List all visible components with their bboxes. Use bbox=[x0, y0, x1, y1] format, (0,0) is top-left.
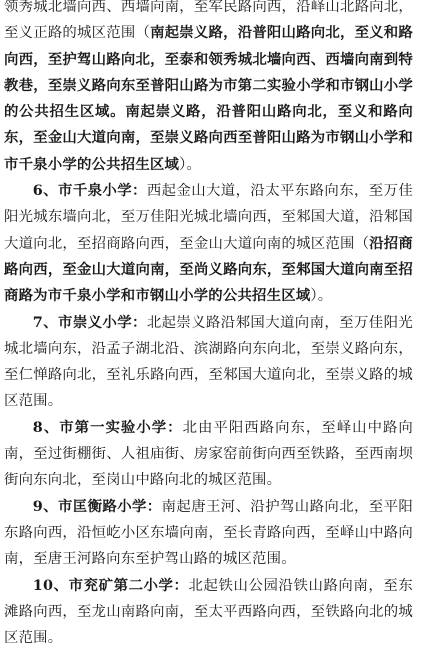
paragraph-school-6 bbox=[4, 178, 413, 309]
paragraph-school-8 bbox=[4, 415, 413, 494]
school-9-text: 南起唐王河、沿护驾山路向北，至平阳东路向西，沿恒屹小区东墙向南，至长青路向西，至峄山中路向南，至唐王河路向东至护驾山路的城区范围。 bbox=[4, 498, 413, 568]
school-9-title: 9、市匡衡路小学： bbox=[32, 497, 162, 515]
school-7-title: 7、市崇义小学： bbox=[32, 313, 147, 331]
paragraph-school-10 bbox=[4, 573, 413, 651]
school-6-bold-text: 沿招商路向西，至金山大道向南，至尚义路向东，至邾国大道向南至招商路为市千泉小学和市钢山小学的公共招生区域 bbox=[4, 234, 413, 305]
school-10-text: 北起铁山公园沿铁山路向南，至东滩路向西，至龙山南路向南，至太平西路向西，至铁路向北的城区范围。 bbox=[4, 577, 413, 647]
school-7-text: 北起崇义路沿邾国大道向南，至万佳阳光城北墙向东，沿孟子湖北沿、滨湖路向东向北，至崇义路向东，至仁惮路向北，至礼乐路向西，至邾国大道向北，至崇义路的城区范围。 bbox=[4, 314, 413, 410]
school-10-title: 10、市兖矿第二小学： bbox=[32, 576, 189, 594]
paragraph-1-text-2: ）。 bbox=[179, 156, 202, 173]
paragraph-1-bold-text: 南起崇义路，沿普阳山路向北，至义和路向西，至护驾山路向北，至泰和领秀城北墙向西、西墙向南到特教巷，至崇义路向东至普阳山路为市第二实验小学和市钢山小学的公共招生区域。南起崇义路，沿普阳山路向北，至义和路向东，至金山大道向南，至崇义路向西至普阳山路为市钢山小学和市千泉小学的公共招生区域 bbox=[4, 24, 413, 173]
school-6-title: 6、市千泉小学： bbox=[32, 182, 147, 200]
school-6-text-1: 西起金山大道，沿太平东路向东，至万佳阳光城东墙向北，至万佳阳光城北墙向西，至邾国大道，沿邾国大道向北，至招商路向西，至金山大道向南的城区范围（ bbox=[4, 183, 413, 252]
school-8-text: 北由平阳西路向东，至峄山中路向南，至过街棚街、人祖庙街、房家窑前街向西至铁路，至西南坝街向东向北，至岗山中路向北的城区范围。 bbox=[4, 419, 413, 489]
school-8-title: 8、市第一实验小学： bbox=[32, 418, 183, 436]
school-6-text-2: ）。 bbox=[310, 288, 333, 305]
paragraph-1-text-1: 领秀城北墙向西、西墙向南，至军民路向西，沿峄山北路向北，至义正路的城区范围（ bbox=[4, 0, 413, 42]
paragraph-school-9 bbox=[4, 494, 413, 573]
paragraph-school-7 bbox=[4, 310, 413, 415]
paragraph-1 bbox=[4, 0, 413, 178]
